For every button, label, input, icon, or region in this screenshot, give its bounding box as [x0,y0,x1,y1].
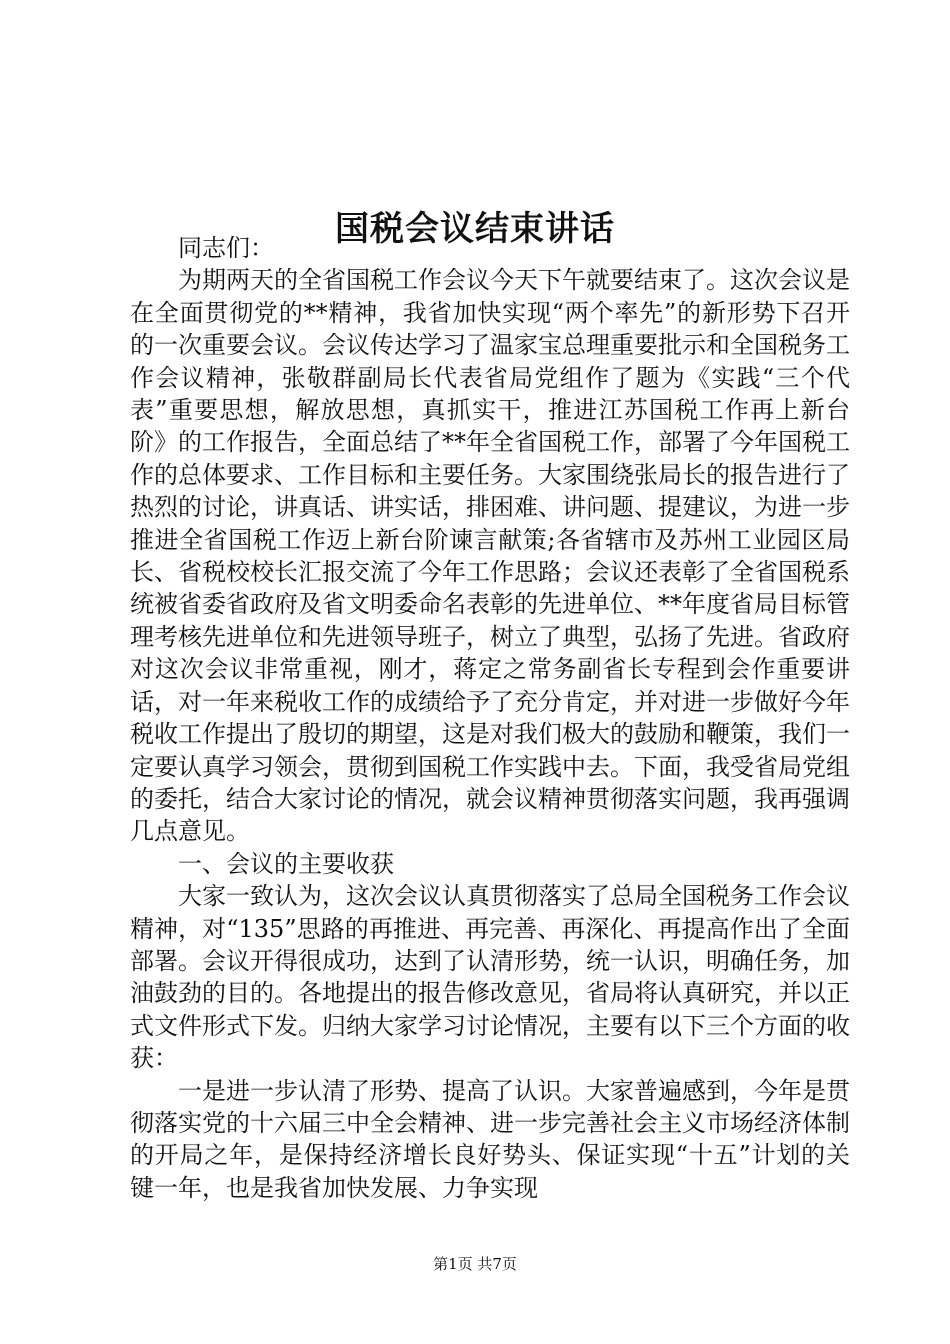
salutation: 同志们： [178,234,274,262]
document-body [130,232,850,1204]
paragraph-intro: 为期两天的全省国税工作会议今天下午就要结束了。这次会议是在全面贯彻党的**精神，我省加快实现“两个率先”的新形势下召开的一次重要会议。会议传达学习了温家宝总理重要批示和全国税务工作会议精神，张敬群副局长代表省局党组作了题为《实践“三个代表”重要思想，解放思想，真抓实干，推进江苏国税工作再上新台阶》的工作报告，全面总结了**年全省国税工作，部署了今年国税工作的总体要求、工作目标和主要任务。大家围绕张局长的报告进行了热烈的讨论，讲真话、讲实话，排困难、讲问题、提建议，为进一步推进全省国税工作迈上新台阶谏言献策;各省辖市及苏州工业园区局长、省税校校长汇报交流了今年工作思路；会议还表彰了全省国税系统被省委省政府及省文明委命名表彰的先进单位、**年度省局目标管理考核先进单位和先进领导班子，树立了典型，弘扬了先进。省政府对这次会议非常重视，刚才，蒋定之常务副省长专程到会作重要讲话，对一年来税收工作的成绩给予了充分肯定，并对进一步做好今年税收工作提出了殷切的期望，这是对我们极大的鼓励和鞭策，我们一定要认真学习领会，贯彻到国税工作实践中去。下面，我受省局党组的委托，结合大家讨论的情况，就会议精神贯彻落实问题，我再强调几点意见。 [130,266,850,846]
paragraph-summary: 大家一致认为，这次会议认真贯彻落实了总局全国税务工作会议精神，对“135”思路的再推进、再完善、再深化、再提高作出了全面部署。会议开得很成功，达到了认清形势，统一认识，明确任务，加油鼓劲的目的。各地提出的报告修改意见，省局将认真研究，并以正式文件形式下发。归纳大家学习讨论情况，主要有以下三个方面的收获： [130,882,850,1073]
section-heading: 一、会议的主要收获 [178,849,394,878]
page-footer: 第1页 共7页 [433,1255,517,1273]
document-title: 国税会议结束讲话 [335,208,615,249]
paragraph-point-one: 一是进一步认清了形势、提高了认识。大家普遍感到，今年是贯彻落实党的十六届三中全会精神、进一步完善社会主义市场经济体制的开局之年，是保持经济增长良好势头、保证实现“十五”计划的关键一年，也是我省加快发展、力争实现 [130,1076,850,1202]
